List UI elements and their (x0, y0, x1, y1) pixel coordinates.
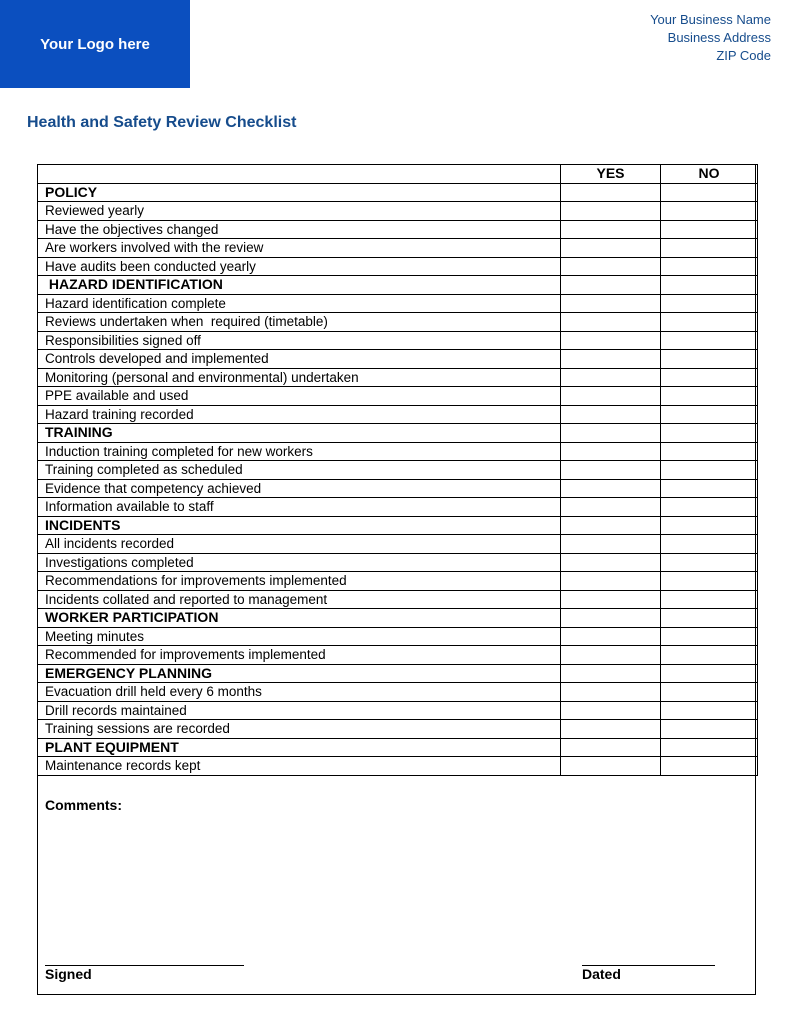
no-checkbox-cell[interactable] (661, 646, 758, 665)
checklist-item-label: Meeting minutes (38, 627, 561, 646)
checklist-item-label: Reviews undertaken when required (timetable) (38, 313, 561, 332)
section-heading: TRAINING (38, 424, 561, 443)
no-checkbox-cell[interactable] (661, 202, 758, 221)
yes-checkbox-cell[interactable] (561, 220, 661, 239)
no-checkbox-cell[interactable] (661, 572, 758, 591)
yes-checkbox-cell (561, 276, 661, 295)
checklist-item-label: Training completed as scheduled (38, 461, 561, 480)
yes-checkbox-cell[interactable] (561, 313, 661, 332)
yes-checkbox-cell (561, 424, 661, 443)
yes-checkbox-cell[interactable] (561, 479, 661, 498)
yes-checkbox-cell[interactable] (561, 683, 661, 702)
checklist-item-label: Have the objectives changed (38, 220, 561, 239)
yes-checkbox-cell[interactable] (561, 757, 661, 776)
checklist-row (38, 683, 758, 702)
no-checkbox-cell[interactable] (661, 387, 758, 406)
yes-checkbox-cell[interactable] (561, 535, 661, 554)
checklist-item-label: Recommended for improvements implemented (38, 646, 561, 665)
checklist-row (38, 442, 758, 461)
checklist-row (38, 368, 758, 387)
checklist-item-label: Incidents collated and reported to management (38, 590, 561, 609)
logo-placeholder (0, 0, 190, 88)
checklist-item-label: Training sessions are recorded (38, 720, 561, 739)
yes-checkbox-cell[interactable] (561, 202, 661, 221)
checklist-item-label: All incidents recorded (38, 535, 561, 554)
checklist-item-label: Drill records maintained (38, 701, 561, 720)
yes-checkbox-cell (561, 516, 661, 535)
checklist-row (38, 757, 758, 776)
section-row (38, 516, 758, 535)
yes-checkbox-cell[interactable] (561, 294, 661, 313)
checklist-row (38, 202, 758, 221)
checklist-row (38, 387, 758, 406)
no-checkbox-cell[interactable] (661, 368, 758, 387)
checklist-item-label: Maintenance records kept (38, 757, 561, 776)
business-info (650, 11, 771, 65)
checklist-item-label: PPE available and used (38, 387, 561, 406)
signed-label: Signed (45, 966, 92, 982)
no-checkbox-cell (661, 276, 758, 295)
checklist-item-label: Investigations completed (38, 553, 561, 572)
yes-checkbox-cell[interactable] (561, 701, 661, 720)
no-checkbox-cell (661, 664, 758, 683)
checklist-item-label: Monitoring (personal and environmental) undertaken (38, 368, 561, 387)
yes-checkbox-cell[interactable] (561, 387, 661, 406)
checklist-row (38, 627, 758, 646)
checklist-row (38, 479, 758, 498)
no-checkbox-cell[interactable] (661, 461, 758, 480)
table-header-row (38, 165, 758, 184)
business-address: Business Address (667, 30, 771, 45)
no-checkbox-cell (661, 609, 758, 628)
yes-checkbox-cell[interactable] (561, 720, 661, 739)
section-row (38, 664, 758, 683)
section-row (38, 183, 758, 202)
no-checkbox-cell (661, 424, 758, 443)
no-checkbox-cell[interactable] (661, 683, 758, 702)
checklist-item-label: Are workers involved with the review (38, 239, 561, 258)
checklist-item-label: Evidence that competency achieved (38, 479, 561, 498)
checklist-row (38, 405, 758, 424)
no-checkbox-cell[interactable] (661, 498, 758, 517)
checklist-item-label: Controls developed and implemented (38, 350, 561, 369)
yes-checkbox-cell (561, 664, 661, 683)
no-checkbox-cell[interactable] (661, 313, 758, 332)
checklist-row (38, 239, 758, 258)
no-checkbox-cell[interactable] (661, 701, 758, 720)
section-heading: WORKER PARTICIPATION (38, 609, 561, 628)
checklist-item-label: Reviewed yearly (38, 202, 561, 221)
header-no: NO (661, 165, 758, 184)
no-checkbox-cell (661, 738, 758, 757)
checklist-row (38, 553, 758, 572)
no-checkbox-cell[interactable] (661, 331, 758, 350)
checklist-row (38, 313, 758, 332)
section-row (38, 424, 758, 443)
yes-checkbox-cell[interactable] (561, 627, 661, 646)
yes-checkbox-cell[interactable] (561, 461, 661, 480)
section-heading: HAZARD IDENTIFICATION (38, 276, 561, 295)
yes-checkbox-cell[interactable] (561, 572, 661, 591)
yes-checkbox-cell[interactable] (561, 239, 661, 258)
dated-label: Dated (582, 966, 621, 982)
checklist-row (38, 331, 758, 350)
no-checkbox-cell[interactable] (661, 535, 758, 554)
checklist-row (38, 646, 758, 665)
section-heading: EMERGENCY PLANNING (38, 664, 561, 683)
section-heading: INCIDENTS (38, 516, 561, 535)
section-row (38, 609, 758, 628)
checklist-item-label: Have audits been conducted yearly (38, 257, 561, 276)
section-row (38, 738, 758, 757)
no-checkbox-cell (661, 183, 758, 202)
checklist-row (38, 257, 758, 276)
no-checkbox-cell[interactable] (661, 720, 758, 739)
no-checkbox-cell[interactable] (661, 294, 758, 313)
checklist-row (38, 498, 758, 517)
logo-text: Your Logo here (40, 35, 150, 53)
no-checkbox-cell[interactable] (661, 239, 758, 258)
yes-checkbox-cell[interactable] (561, 350, 661, 369)
checklist-row (38, 535, 758, 554)
checklist-item-label: Information available to staff (38, 498, 561, 517)
no-checkbox-cell[interactable] (661, 757, 758, 776)
no-checkbox-cell[interactable] (661, 479, 758, 498)
no-checkbox-cell[interactable] (661, 590, 758, 609)
yes-checkbox-cell[interactable] (561, 331, 661, 350)
checklist-row (38, 572, 758, 591)
yes-checkbox-cell[interactable] (561, 553, 661, 572)
checklist-item-label: Hazard identification complete (38, 294, 561, 313)
yes-checkbox-cell (561, 609, 661, 628)
no-checkbox-cell[interactable] (661, 442, 758, 461)
yes-checkbox-cell[interactable] (561, 442, 661, 461)
header-yes: YES (561, 165, 661, 184)
yes-checkbox-cell[interactable] (561, 368, 661, 387)
business-zip: ZIP Code (716, 48, 771, 63)
section-heading: POLICY (38, 183, 561, 202)
yes-checkbox-cell (561, 738, 661, 757)
no-checkbox-cell[interactable] (661, 257, 758, 276)
yes-checkbox-cell[interactable] (561, 646, 661, 665)
checklist-row (38, 590, 758, 609)
checklist-row (38, 701, 758, 720)
section-row (38, 276, 758, 295)
header-item-cell (38, 165, 561, 184)
no-checkbox-cell[interactable] (661, 350, 758, 369)
checklist-item-label: Induction training completed for new workers (38, 442, 561, 461)
yes-checkbox-cell[interactable] (561, 405, 661, 424)
no-checkbox-cell[interactable] (661, 220, 758, 239)
checklist-item-label: Hazard training recorded (38, 405, 561, 424)
section-heading: PLANT EQUIPMENT (38, 738, 561, 757)
no-checkbox-cell[interactable] (661, 405, 758, 424)
document-title: Health and Safety Review Checklist (27, 114, 297, 131)
checklist-row (38, 294, 758, 313)
checklist-rows (38, 183, 758, 775)
business-name: Your Business Name (650, 12, 771, 27)
checklist-table (37, 164, 758, 776)
no-checkbox-cell (661, 516, 758, 535)
no-checkbox-cell[interactable] (661, 553, 758, 572)
checklist-item-label: Evacuation drill held every 6 months (38, 683, 561, 702)
checklist-item-label: Recommendations for improvements implemented (38, 572, 561, 591)
checklist-item-label: Responsibilities signed off (38, 331, 561, 350)
yes-checkbox-cell[interactable] (561, 590, 661, 609)
comments-label: Comments: (45, 797, 123, 813)
checklist-row (38, 720, 758, 739)
yes-checkbox-cell[interactable] (561, 257, 661, 276)
yes-checkbox-cell (561, 183, 661, 202)
checklist-row (38, 350, 758, 369)
checklist-row (38, 220, 758, 239)
no-checkbox-cell[interactable] (661, 627, 758, 646)
yes-checkbox-cell[interactable] (561, 498, 661, 517)
checklist-row (38, 461, 758, 480)
